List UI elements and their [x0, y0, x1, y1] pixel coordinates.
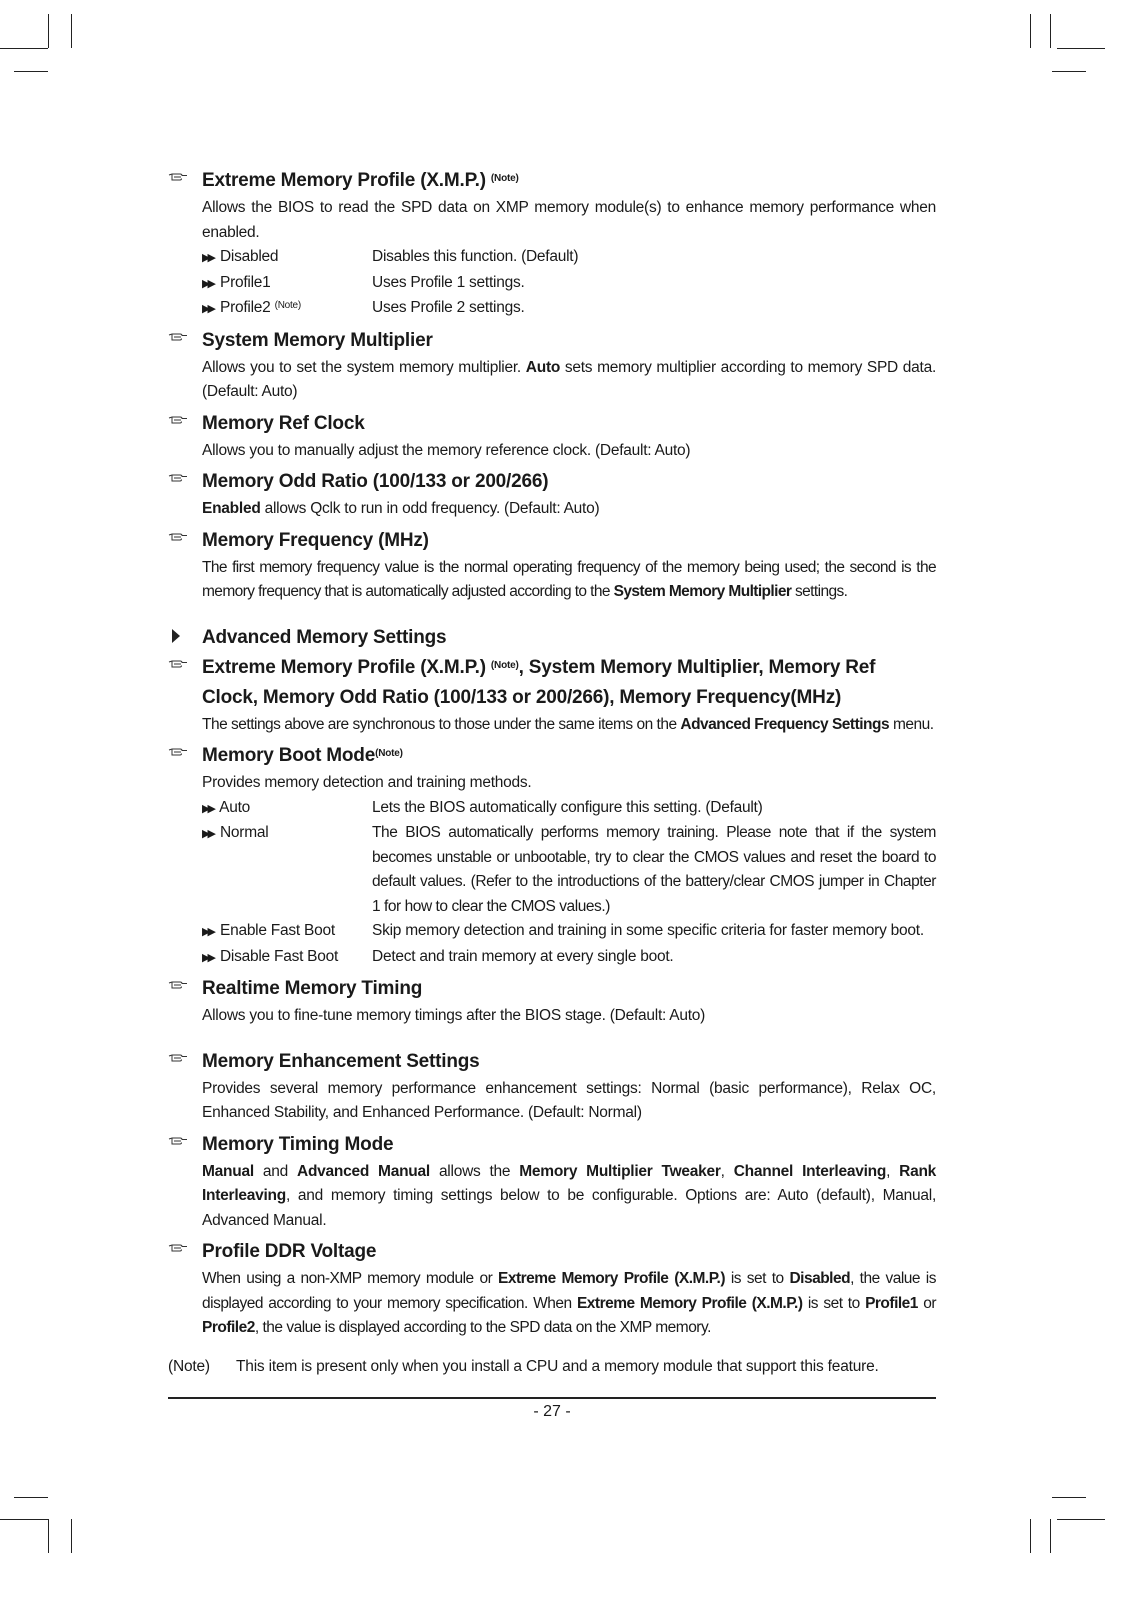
pointing-hand-icon	[168, 171, 188, 183]
pointing-hand-icon	[168, 414, 188, 426]
section-description: Allows you to manually adjust the memory reference clock. (Default: Auto)	[202, 441, 691, 459]
pointing-hand-icon	[168, 531, 188, 543]
pointing-hand-icon	[168, 1242, 188, 1254]
option-row: ▶▶ Enable Fast Boot Skip memory detection and training in some specific criteria for faster memory boot.	[202, 922, 924, 939]
section-title: Memory Timing Mode	[202, 1133, 394, 1155]
section-memory-enhancement-settings	[168, 1047, 936, 1126]
double-arrow-icon: ▶▶	[202, 828, 213, 840]
section-description: Provides several memory performance enhancement settings: Normal (basic performance), Relax OC, Enhanced Stability, and Enhanced Performance. (Default: Normal)	[202, 1079, 936, 1121]
section-description: Allows you to set the system memory multiplier. Auto sets memory multiplier according to memory SPD data. (Default: Auto)	[202, 358, 937, 400]
section-title: System Memory Multiplier	[202, 329, 433, 351]
page-number: - 27 -	[533, 1403, 571, 1420]
section-title: Profile DDR Voltage	[202, 1241, 377, 1262]
note-superscript: (Note)	[274, 300, 301, 311]
pointing-hand-icon	[168, 1135, 188, 1147]
section-memory-frequency	[168, 526, 936, 605]
double-arrow-icon: ▶▶	[202, 252, 213, 264]
note-superscript: (Note)	[490, 659, 519, 671]
section-description: Provides memory detection and training methods.	[202, 774, 532, 791]
double-arrow-icon: ▶▶	[202, 277, 213, 290]
section-synchronous-settings	[168, 653, 936, 738]
triangle-right-icon	[172, 629, 180, 643]
footnote-text: This item is present only when you install a CPU and a memory module that support this feature.	[236, 1357, 879, 1375]
section-description: The settings above are synchronous to those under the same items on the Advanced Frequency Settings menu.	[202, 715, 934, 733]
page-content	[168, 166, 936, 1379]
section-title: Memory Ref Clock	[202, 412, 365, 434]
section-title: Realtime Memory Timing	[202, 978, 423, 999]
pointing-hand-icon	[168, 1052, 188, 1064]
section-memory-timing-mode	[168, 1130, 936, 1234]
section-title: Extreme Memory Profile (X.M.P.) $^{(Note)}$	[202, 170, 519, 191]
section-memory-ref-clock	[168, 409, 936, 464]
pointing-hand-icon	[168, 472, 188, 484]
option-row: ▶▶ Profile2 $^{(Note)}$ Uses Profile 2 settings.	[202, 299, 525, 316]
option-row: ▶▶ Disable Fast Boot Detect and train memory at every single boot.	[202, 947, 674, 965]
double-arrow-icon: ▶▶	[202, 951, 213, 964]
section-description: The first memory frequency value is the normal operating frequency of the memory being used; the second is the memory frequency that is automatically adjusted according to the System Memory Multiplier settings.	[202, 558, 936, 600]
option-row: ▶▶ Profile1 Uses Profile 1 settings.	[202, 273, 525, 291]
section-title: Memory Boot Mode$^{(Note)}$	[202, 745, 403, 766]
option-row: ▶▶ Normal The BIOS automatically performs memory training. Please note that if the system becomes unstable or unbootable, try to clear the CMOS values and reset the board to default values. (Refer to the introductions of the battery/clear CMOS jumper in Chapter 1 for how to clear the CMOS values.)	[202, 824, 936, 915]
option-row: ▶▶ Disabled Disables this function. (Default)	[202, 248, 579, 265]
section-title: Extreme Memory Profile (X.M.P.) $^{(Note)}$, System Memory Multiplier, Memory Ref Clock, Memory Odd Ratio (100/133 or 200/266), Memory Frequency(MHz)	[202, 656, 876, 708]
section-system-memory-multiplier	[168, 326, 936, 405]
footnote	[168, 1355, 936, 1379]
section-description: When using a non-XMP memory module or Extreme Memory Profile (X.M.P.) is set to Disabled, the value is displayed according to your memory specification. When Extreme Memory Profile (X.M.P.) is set to Profile1 or Profile2, the value is displayed according to the SPD data on the XMP memory.	[202, 1270, 937, 1336]
option-list	[202, 796, 936, 971]
section-description: Manual and Advanced Manual allows the Memory Multiplier Tweaker, Channel Interleaving, Rank Interleaving, and memory timing settings below to be configurable. Options are: Auto (default), Manual, Advanced Manual.	[202, 1162, 937, 1229]
footnote-label: (Note)	[168, 1357, 210, 1375]
option-list	[202, 245, 936, 322]
section-title: Advanced Memory Settings	[202, 626, 447, 648]
section-title: Memory Enhancement Settings	[202, 1050, 480, 1072]
section-description: Allows the BIOS to read the SPD data on XMP memory module(s) to enhance memory performance when enabled.	[202, 199, 936, 241]
section-description: Enabled allows Qclk to run in odd frequency. (Default: Auto)	[202, 500, 600, 517]
section-memory-odd-ratio	[168, 467, 936, 522]
section-title: Memory Frequency (MHz)	[202, 529, 429, 551]
note-superscript: (Note)	[490, 173, 519, 184]
note-superscript: (Note)	[375, 748, 403, 759]
double-arrow-icon: ▶▶	[202, 926, 213, 938]
section-realtime-memory-timing	[168, 974, 936, 1029]
section-title: Memory Odd Ratio (100/133 or 200/266)	[202, 471, 549, 492]
pointing-hand-icon	[168, 331, 188, 343]
pointing-hand-icon	[168, 746, 188, 758]
pointing-hand-icon	[168, 979, 188, 991]
section-advanced-memory-settings	[168, 623, 936, 653]
option-row: ▶▶ Auto Lets the BIOS automatically configure this setting. (Default)	[202, 798, 763, 816]
section-description: Allows you to fine-tune memory timings after the BIOS stage. (Default: Auto)	[202, 1007, 706, 1024]
footer-divider	[168, 1397, 936, 1399]
double-arrow-icon: ▶▶	[202, 802, 213, 815]
section-profile-ddr-voltage	[168, 1237, 936, 1341]
pointing-hand-icon	[168, 658, 188, 670]
section-xmp	[168, 166, 936, 322]
double-arrow-icon: ▶▶	[202, 303, 213, 315]
section-memory-boot-mode	[168, 741, 936, 970]
